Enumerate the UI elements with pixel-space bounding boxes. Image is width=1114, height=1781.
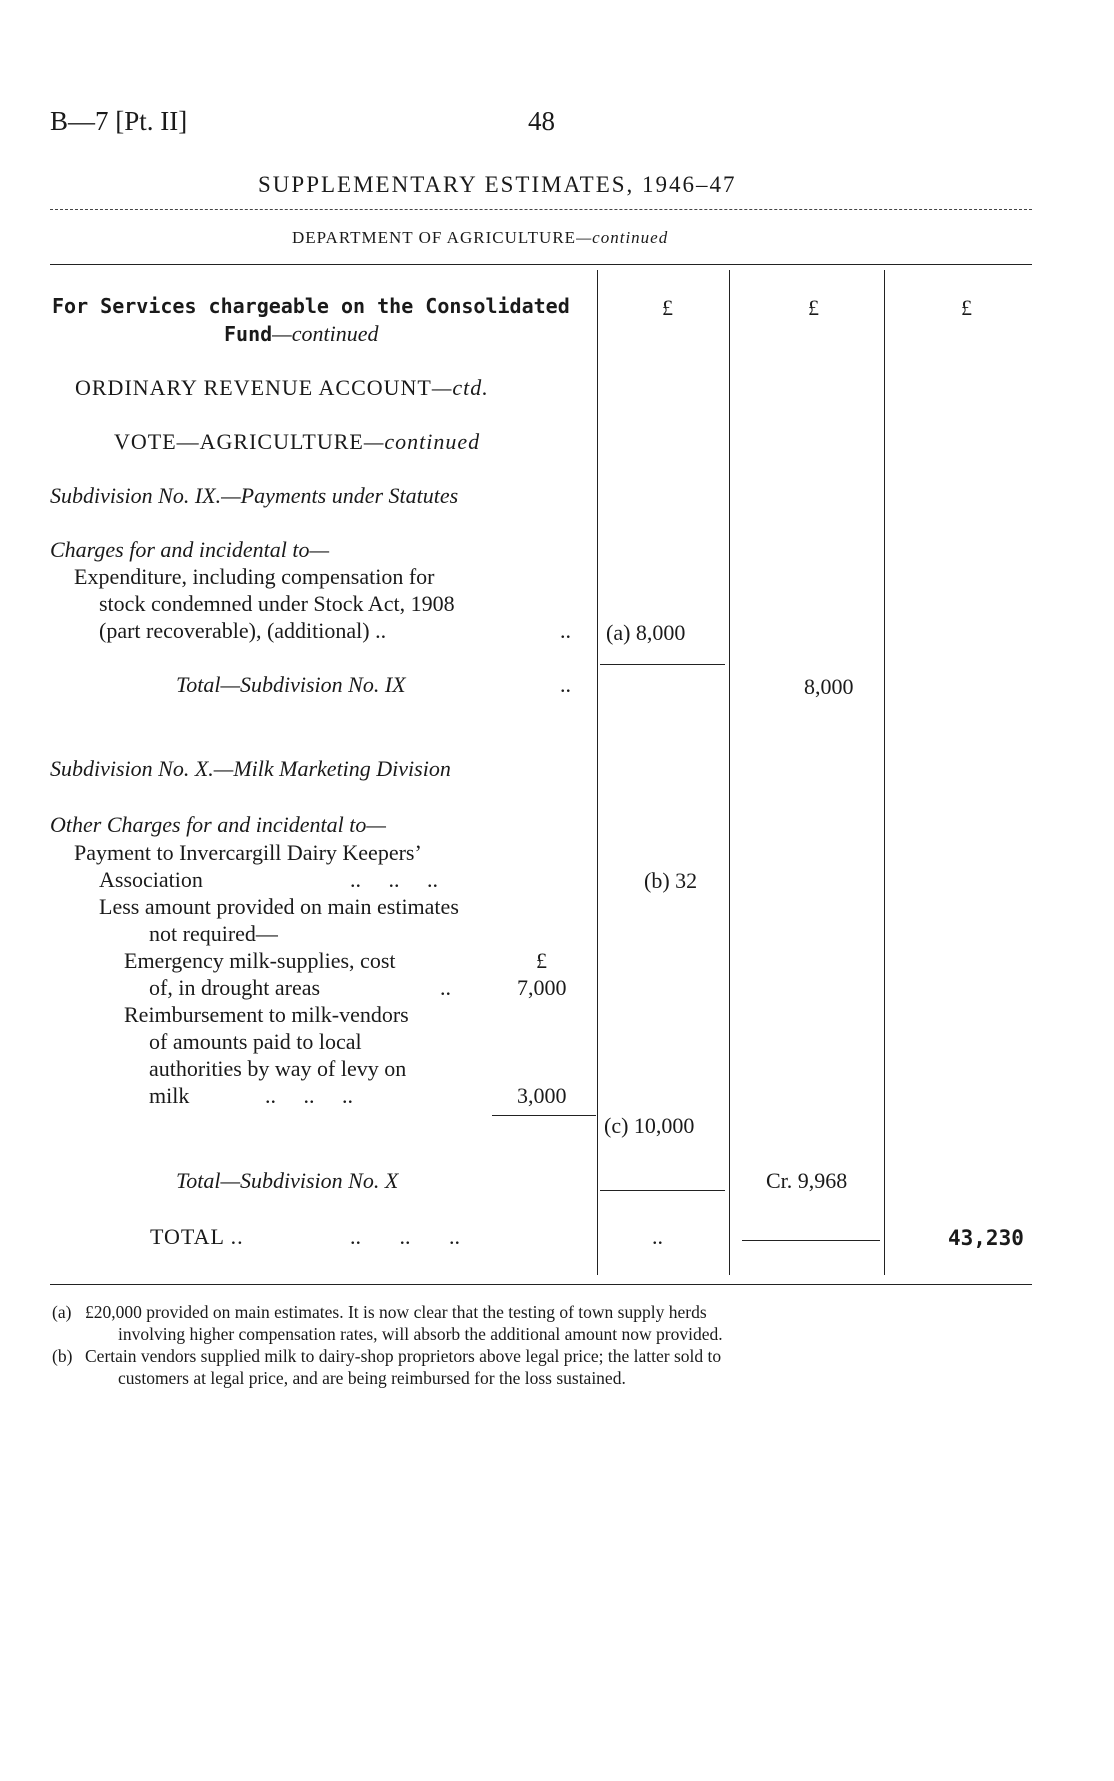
subdivision-9-charges: Charges for and incidental to—	[50, 537, 330, 562]
reimbursement-line1: Reimbursement to milk-vendors	[124, 1002, 409, 1027]
grand-total-col1: ..	[652, 1224, 663, 1249]
emergency-currency: £	[536, 948, 547, 973]
currency-header-col2: £	[808, 295, 819, 320]
table-bottom-rule	[50, 1284, 1032, 1285]
footnote-b-line1: Certain vendors supplied milk to dairy-shop proprietors above legal price; the latter sold to	[85, 1346, 722, 1366]
currency-header-col3: £	[961, 295, 972, 320]
page-number: 48	[528, 106, 555, 136]
grand-total-col2-rule	[742, 1240, 880, 1241]
subdivision-9-total-amount: 8,000	[804, 674, 854, 699]
less-amount-line1: Less amount provided on main estimates	[99, 894, 459, 919]
vote-heading: VOTE—AGRICULTURE—continued	[114, 429, 481, 454]
department-heading: DEPARTMENT OF AGRICULTURE—continued	[292, 228, 669, 247]
subdivision-10-heading: Subdivision No. X.—Milk Marketing Division	[50, 756, 451, 781]
payment-line1: Payment to Invercargill Dairy Keepers’	[74, 840, 422, 865]
subdivision-9-item-line3: (part recoverable), (additional) ..	[99, 618, 387, 643]
subdivision-9-col1-rule	[600, 664, 725, 665]
subdivision-9-heading: Subdivision No. IX.—Payments under Statutes	[50, 483, 459, 508]
footnote-b-mark: (b)	[52, 1346, 73, 1366]
page-title: SUPPLEMENTARY ESTIMATES, 1946–47	[258, 172, 737, 197]
subdivision-9-item-line1: Expenditure, including compensation for	[74, 564, 435, 589]
subdivision-10-total-label: Total—Subdivision No. X	[176, 1168, 399, 1193]
subdivision-9-total-dots: ..	[560, 672, 571, 697]
footnote-a-line1: £20,000 provided on main estimates. It is now clear that the testing of town supply herds	[85, 1302, 707, 1322]
reimbursement-amount: 3,000	[517, 1083, 567, 1108]
less-subtotal-rule	[492, 1115, 596, 1116]
subdivision-9-item-dots: ..	[560, 618, 571, 643]
subdivision-9-item-amount: (a) 8,000	[606, 620, 686, 645]
document-reference: B—7 [Pt. II]	[50, 106, 188, 136]
subdivision-10-total-amount: Cr. 9,968	[766, 1168, 848, 1193]
title-divider	[50, 209, 1032, 210]
reimbursement-line3: authorities by way of levy on	[149, 1056, 407, 1081]
footnote-b-line2: customers at legal price, and are being reimbursed for the loss sustained.	[118, 1368, 626, 1388]
subdivision-9-total-label: Total—Subdivision No. IX	[176, 672, 406, 697]
emergency-dots: ..	[440, 975, 451, 1000]
subdivision-10-col1-rule	[600, 1190, 725, 1191]
grand-total-amount: 43,230	[948, 1226, 1024, 1250]
column-rule-1	[597, 270, 598, 1275]
subdivision-10-charges: Other Charges for and incidental to—	[50, 812, 386, 837]
services-heading-line2: Fund—continued	[224, 321, 379, 346]
emergency-amount: 7,000	[517, 975, 567, 1000]
subdivision-9-item-line2: stock condemned under Stock Act, 1908	[99, 591, 455, 616]
emergency-line2: of, in drought areas	[149, 975, 321, 1000]
footnote-a-mark: (a)	[52, 1302, 72, 1322]
less-amount-line2: not required—	[149, 921, 278, 946]
reimbursement-line2: of amounts paid to local	[149, 1029, 362, 1054]
column-rule-3	[884, 270, 885, 1275]
less-total-amount: (c) 10,000	[604, 1113, 695, 1138]
payment-amount: (b) 32	[644, 868, 698, 893]
account-heading: ORDINARY REVENUE ACCOUNT—ctd.	[75, 375, 489, 400]
currency-header-col1: £	[662, 295, 673, 320]
payment-dots: .. .. ..	[350, 867, 438, 892]
services-heading-line1: For Services chargeable on the Consolidated	[52, 294, 570, 318]
grand-total-label: TOTAL ..	[150, 1224, 244, 1249]
table-top-rule	[50, 264, 1032, 265]
grand-total-dots: .. .. ..	[350, 1224, 460, 1249]
reimbursement-line4: milk	[149, 1083, 190, 1108]
column-rule-2	[729, 270, 730, 1275]
footnote-a-line2: involving higher compensation rates, will absorb the additional amount now provided.	[118, 1324, 723, 1344]
reimbursement-dots: .. .. ..	[265, 1083, 353, 1108]
emergency-line1: Emergency milk-supplies, cost	[124, 948, 396, 973]
payment-line2: Association	[99, 867, 203, 892]
